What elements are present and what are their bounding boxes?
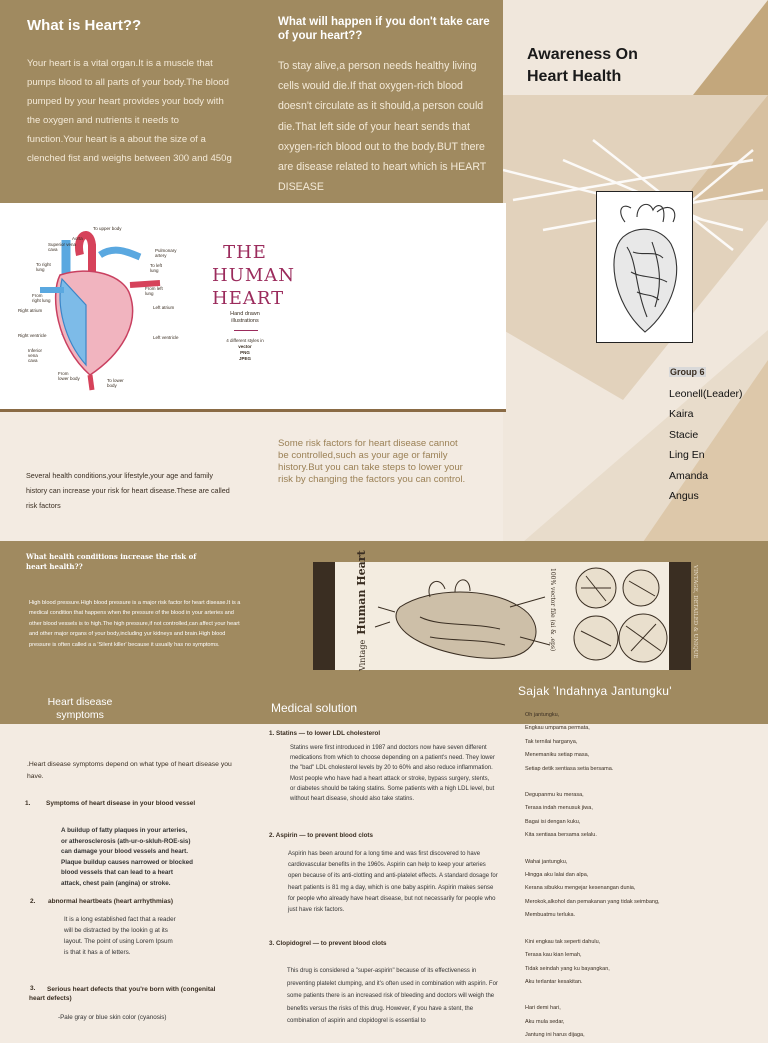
diagram-label: Left ventricle (153, 335, 179, 340)
medication-title: 1. Statins — to lower LDL cholesterol (269, 730, 381, 737)
poem-line: Setiap detik sentiasa setia bersama. (525, 765, 614, 772)
symptoms-heading (30, 696, 130, 722)
poem-line: Hari demi hari, (525, 1005, 561, 1012)
poem-line: Oh jantungku, (525, 712, 560, 718)
ribbon-tail (373, 697, 391, 721)
medication-title: 3. Clopidogrel — to prevent blood clots (269, 940, 387, 947)
poem-line: Wahai jantungku, (525, 858, 568, 865)
symptom-text: -Pale gray or blue skin color (cyanosis) (58, 1014, 167, 1021)
heart-section-body: Your heart is a vital organ.It is a muscle that pumps blood to all parts of your body.The blood pumped by your heart provides your body with the oxygen and nutrients it needs to function.Your heart is a about the size of a clenched fist and weighs between 300 and 450g (27, 58, 232, 164)
poem-line: Aku terlantar kesakitan. (525, 978, 583, 985)
symptom-number: 3. (30, 985, 36, 992)
group-label: Group 6 (670, 367, 705, 377)
poem-line: Merokok,alkohol dan pemakanan yang tidak seimbang, (525, 898, 660, 905)
ribbon-text: Heart disease (47, 696, 113, 708)
vintage-heart-banner (313, 550, 698, 671)
poem-line: Menemaniku setiap masa, (525, 752, 590, 759)
diagram-label: From right lung (32, 293, 51, 303)
conditions-body: High blood pressure.High blood pressure is a major risk factor for heart disease.It is a medical condition that happens when the pressure of the blood in your arteries and other blood vessels is to high.The high pressure,if not controlled,can affect your heart and other major organs of your body,including yur kidneys and brain.High blood pressure is often called a a 'Silent killer' because it usually has no symptoms. (29, 600, 241, 648)
group-members-list (669, 384, 743, 506)
member-name: Stacie (669, 428, 699, 441)
poem-line: Kita sentiasa bersama selalu. (525, 832, 597, 839)
poem-line: Engkau umpama permata, (525, 725, 590, 732)
diagram-label: To right lung (36, 262, 51, 272)
medication-text: Statins were first introduced in 1987 and doctors now have seven different medications from which to choose depending on a patient's need. They lower the "bad" LDL cholesterol levels by 20 to 60% and also reduce inflammation. Most people who have had a heart attack or stroke, bypass surgery, stents, or diabetes should be taking statins. Some patients with a high LDL level, but without heart disease, should also take statins. (290, 745, 495, 803)
diagram-label: Inferior vena cava (28, 348, 43, 363)
vintage-title (350, 550, 369, 671)
heart-section-title: What is Heart?? (27, 17, 142, 34)
heart-diagram-strip (0, 203, 506, 409)
poem-line: Kini engkau tak seperti dahulu, (525, 938, 601, 945)
member-name: Ling En (669, 449, 705, 462)
cover-title-line-2: Heart Health (527, 68, 622, 85)
diagram-label: Right atrium (18, 308, 43, 313)
divider (234, 330, 258, 331)
format-list (220, 338, 270, 362)
symptoms-intro: .Heart disease symptoms depend on what type of heart disease you have. (27, 761, 232, 780)
cover-heart-illustration (596, 191, 693, 343)
poem-line: Membuatmu terluka. (525, 912, 576, 919)
title-word: THE (223, 242, 267, 263)
title-word: HEART (212, 288, 285, 309)
cover-title-line-1: Awareness On (527, 46, 638, 63)
format-item: JPEG (238, 356, 251, 361)
diagram-label: Superior vena cava (48, 242, 77, 252)
anatomical-heart-icon (597, 192, 692, 342)
medication-text: Aspirin has been around for a long time and was first discovered to have cardiovascular benefits in the 1960s. Aspirin can help to keep your arteries open because of its anti-clotting and anti-platelet effects. A standard dosage for heart patients is 81 mg a day, which is one baby aspirin. Aspirin makes sense for people who already have heart disease, but not necessarily for people who just have risk factors. (288, 851, 498, 914)
medication-text: This drug is considered a "super-aspirin" because of its effectiveness in preventing platelet clumping, and it's often used in combination with aspirin. For some patients there is an increased risk of bleeding and doctors will weigh the benefits versus the risks of this drug. However, if you have a stent, the combination of aspirin and clopidogrel is essential to (287, 968, 498, 1025)
ribbon-tail (135, 700, 157, 722)
title-word: HUMAN (212, 265, 296, 286)
poem-line: Tidak seindah yang ku bayangkan, (525, 965, 610, 972)
human-heart-title (212, 241, 296, 310)
member-name: Leonell(Leader) (669, 388, 743, 400)
vector-file-note: 100% vector file (ai & .eps) (549, 568, 556, 652)
cover-title (527, 44, 638, 88)
vintage-unique-text: VINTAGE, DETAILED & UNIQUE (692, 565, 698, 659)
symptom-title: Symptoms of heart disease in your blood vessel (46, 800, 196, 807)
vintage-big-text: Human Heart (355, 550, 368, 635)
poem-line: Degupanmu ku merasa, (525, 792, 584, 799)
poem-line: Terasa indah menusuk jiwa, (525, 805, 593, 812)
member-name: Amanda (669, 469, 709, 482)
care-section-body: To stay alive,a person needs healthy living cells would die.If that oxygen-rich blood doesn't circulate as it should,a person could die.That left side of your heart sends that oxygen-rich blood out to the body.BUT there are disease related to heart which is HEART DISEASE (278, 60, 487, 194)
poem-line: Terasa kau kian lemah, (525, 952, 582, 959)
poem-line: Tak ternilai harganya, (525, 738, 578, 745)
risk-factors-right: Some risk factors for heart disease cannot be controlled,such as your age or family history.But you can take steps to lower your risk by changing the factors you can control. (278, 438, 466, 485)
diagram-label: Left atrium (153, 305, 175, 310)
poem-title: Sajak 'Indahnya Jantungku' (518, 684, 672, 698)
poem-line: Jantung ini harus dijaga, (525, 1032, 585, 1039)
diagram-label: From left lung (145, 286, 163, 296)
diagram-label: Pulmonary artery (155, 248, 177, 258)
poem-line: Bagai isi dengan kuku, (525, 818, 581, 825)
symptom-number: 2. (30, 898, 36, 905)
format-item: PNG (240, 350, 250, 355)
diagram-subtitle: Hand drawn illustrations (230, 311, 260, 324)
vintage-detail-circles (571, 566, 681, 666)
symptom-text: It is a long established fact that a reader will be distracted by the lookin g at its layout. The point of using Lorem Ipsum is that it has a of letters. (64, 916, 176, 956)
diagram-label: From lower body (58, 371, 80, 381)
member-name: Angus (669, 490, 699, 503)
care-section-title: What will happen if you don't take care of your heart?? (278, 16, 490, 42)
styles-note: 4 different styles in (226, 338, 264, 343)
medical-heading: Medical solution (271, 701, 358, 715)
diagram-label: Right ventricle (18, 333, 47, 338)
vintage-heart-art (370, 567, 570, 667)
ribbon-text: symptoms (56, 709, 104, 721)
poem-line: Kerana sibukku mengejar kesenangan dunia, (525, 885, 636, 892)
diagram-label: To lower body (107, 378, 124, 388)
vintage-small-text: Vintage (358, 639, 367, 671)
symptom-title: Serious heart defects that you're born with (congenital heart defects) (29, 986, 216, 1002)
poem-line: Aku mula sedar, (525, 1018, 565, 1025)
medication-title: 2. Aspirin — to prevent blood clots (269, 832, 374, 839)
member-name: Kaira (669, 408, 694, 421)
diagram-label: To upper body (93, 226, 122, 231)
symptom-title: abnormal heartbeats (heart arrhythmias) (48, 898, 173, 905)
symptom-number: 1. (25, 800, 31, 807)
format-item: vector (238, 344, 252, 349)
poem-body (525, 709, 755, 1043)
symptom-text: A buildup of fatty plaques in your arteries, or atherosclerosis (ath-ur-o-skluh-ROE-sis) can damage your blood vessels and heart. Plaque buildup causes narrowed or blocked blood vessels that can lead to a heart attack, chest pain (angina) or stroke. (61, 827, 193, 887)
conditions-title: What health conditions increase the risk of heart health?? (26, 552, 197, 571)
poem-line: Hingga aku lalai dan alpa, (525, 872, 589, 879)
risk-factors-left: Several health conditions,your lifestyle,your age and family history can increase your risk for heart disease.These are called risk factors (26, 471, 230, 510)
diagram-label: To left lung (150, 263, 163, 273)
diagram-label: Aorta (72, 236, 83, 241)
